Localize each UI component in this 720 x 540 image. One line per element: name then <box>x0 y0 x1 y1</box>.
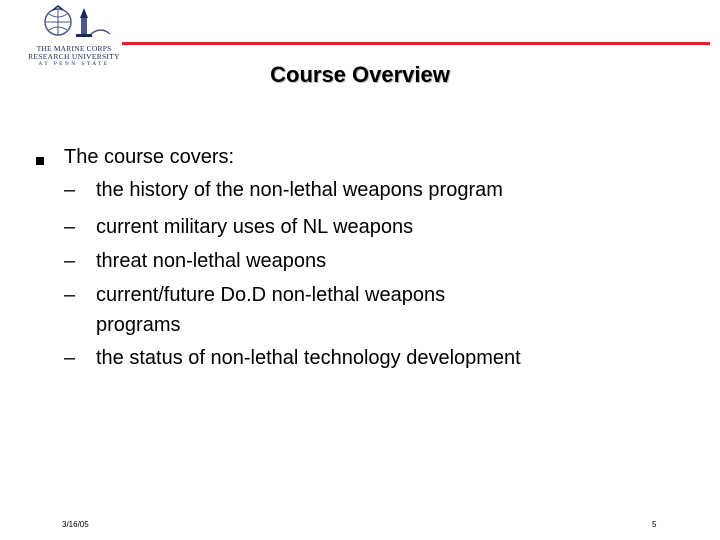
slide-title: Course Overview <box>270 62 450 87</box>
main-bullet-text: The course covers: <box>64 146 235 168</box>
dash-bullet: – <box>64 284 76 306</box>
header-accent-line <box>122 42 710 45</box>
logo-line-3: AT PENN STATE <box>38 61 110 67</box>
sub-bullet-text: threat non-lethal weapons <box>96 250 327 272</box>
square-bullet-icon <box>36 157 44 165</box>
dash-bullet: – <box>64 250 76 272</box>
sub-bullet-text: current military uses of NL weapons <box>96 216 414 238</box>
sub-bullet-text: current/future Do.D non-lethal weapons <box>96 284 446 306</box>
dash-bullet: – <box>64 216 76 238</box>
page-number: 5 <box>652 520 657 529</box>
footer-date: 3/16/05 <box>62 520 89 529</box>
dash-bullet: – <box>64 347 76 369</box>
globe-anchor-emblem-icon <box>36 4 116 44</box>
sub-bullet-text: the status of non-lethal technology development <box>96 347 521 369</box>
sub-bullet-continuation: programs <box>96 314 181 336</box>
logo-line-1: THE MARINE CORPS <box>36 44 112 53</box>
dash-bullet: – <box>64 179 76 201</box>
logo-line-2: RESEARCH UNIVERSITY <box>28 52 120 61</box>
sub-bullet-text: the history of the non-lethal weapons program <box>96 179 503 201</box>
